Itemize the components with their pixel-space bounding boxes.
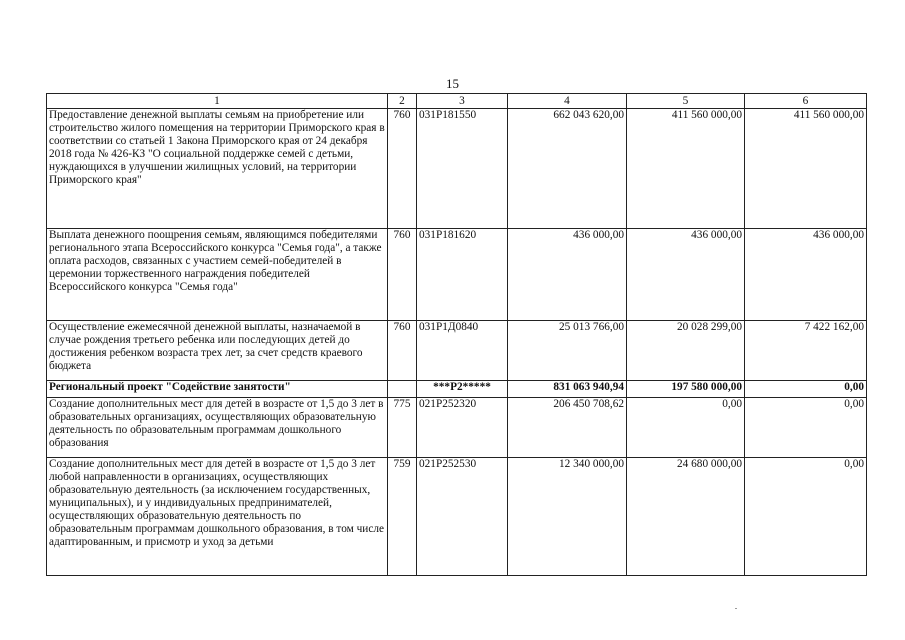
row-grbs: 760: [388, 229, 417, 321]
row-value-col6: 7 422 162,00: [745, 321, 867, 381]
scan-speck: [735, 608, 737, 609]
table-row-project: [47, 381, 867, 398]
row-value-col5: 197 580 000,00: [627, 381, 745, 398]
row-grbs: 760: [388, 321, 417, 381]
header-row: [47, 94, 867, 109]
row-code: 031P181550: [417, 109, 508, 229]
row-grbs: [388, 381, 417, 398]
row-value-col4: 12 340 000,00: [508, 458, 627, 576]
row-grbs: 775: [388, 398, 417, 458]
row-name: Создание дополнительных мест для детей в возрасте от 1,5 до 3 лет любой направленности в организациях, осуществляющих образовательную деятельность (за исключением государственных, муниципальных), и у индивидуальных предпринимателей, осуществляющих образовательную деятельность по образовательным программам дошкольного образования, в том числе адаптированным, и присмотр и уход за детьми: [47, 458, 388, 576]
row-grbs: 760: [388, 109, 417, 229]
row-value-col5: 24 680 000,00: [627, 458, 745, 576]
row-value-col5: 436 000,00: [627, 229, 745, 321]
table-row: [47, 321, 867, 381]
row-code: ***P2*****: [417, 381, 508, 398]
row-grbs: 759: [388, 458, 417, 576]
header-col-1: 1: [47, 94, 388, 109]
header-col-4: 4: [508, 94, 627, 109]
table-row: [47, 229, 867, 321]
row-value-col4: 436 000,00: [508, 229, 627, 321]
row-name: Выплата денежного поощрения семьям, являющимся победителями регионального этапа Всероссийского конкурса "Семья года", а также оплата расходов, связанных с участием семей-победителей в церемонии торжественного награждения победителей Всероссийского конкурса "Семья года": [47, 229, 388, 321]
row-value-col5: 411 560 000,00: [627, 109, 745, 229]
row-value-col4: 206 450 708,62: [508, 398, 627, 458]
row-value-col6: 0,00: [745, 458, 867, 576]
row-name: Создание дополнительных мест для детей в возрасте от 1,5 до 3 лет в образовательных организациях, осуществляющих образовательную деятельность по образовательным программам дошкольного образования: [47, 398, 388, 458]
row-value-col4: 662 043 620,00: [508, 109, 627, 229]
page-number: 15: [446, 76, 459, 91]
row-name: Региональный проект "Содействие занятости": [47, 381, 388, 398]
row-code: 031P181620: [417, 229, 508, 321]
table-row: [47, 458, 867, 576]
header-col-5: 5: [627, 94, 745, 109]
table-row: [47, 109, 867, 229]
header-col-6: 6: [745, 94, 867, 109]
row-value-col4: 831 063 940,94: [508, 381, 627, 398]
row-value-col6: 0,00: [745, 398, 867, 458]
header-col-2: 2: [388, 94, 417, 109]
row-value-col5: 0,00: [627, 398, 745, 458]
row-value-col6: 411 560 000,00: [745, 109, 867, 229]
row-value-col5: 20 028 299,00: [627, 321, 745, 381]
row-name: Предоставление денежной выплаты семьям на приобретение или строительство жилого помещения на территории Приморского края в соответствии со статьей 1 Закона Приморского края от 24 декабря 2018 года № 426-КЗ "О социальной поддержке семей с детьми, нуждающихся в улучшении жилищных условий, на территории Приморского края": [47, 109, 388, 229]
row-value-col6: 0,00: [745, 381, 867, 398]
row-code: 031P1Д0840: [417, 321, 508, 381]
row-code: 021P252530: [417, 458, 508, 576]
row-code: 021P252320: [417, 398, 508, 458]
table-row: [47, 398, 867, 458]
row-name: Осуществление ежемесячной денежной выплаты, назначаемой в случае рождения третьего ребенка или последующих детей до достижения ребенком возраста трех лет, за счет средств краевого бюджета: [47, 321, 388, 381]
row-value-col6: 436 000,00: [745, 229, 867, 321]
row-value-col4: 25 013 766,00: [508, 321, 627, 381]
budget-table: [46, 93, 867, 576]
header-col-3: 3: [417, 94, 508, 109]
